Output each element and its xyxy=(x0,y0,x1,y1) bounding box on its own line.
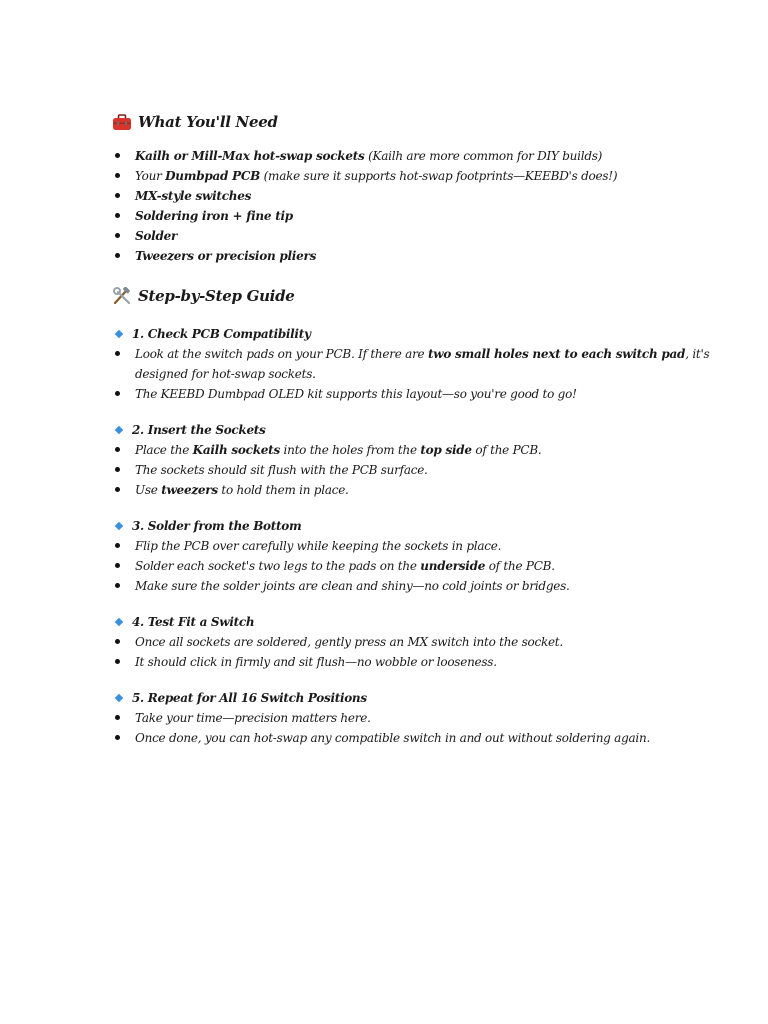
section-heading-step-by-step-guide xyxy=(112,282,712,310)
step-heading-4 xyxy=(112,612,712,632)
small-blue-diamond-icon xyxy=(115,522,123,530)
step-title: 3. Solder from the Bottom xyxy=(132,519,302,533)
step-title: 4. Test Fit a Switch xyxy=(132,615,255,629)
step-title: 2. Insert the Sockets xyxy=(132,423,266,437)
step-heading-5 xyxy=(112,688,712,708)
list-item: Look at the switch pads on your PCB. If there are two small holes next to each switch pad, it's designed for hot-swap sockets. xyxy=(112,344,712,384)
list-item: Use tweezers to hold them in place. xyxy=(112,480,712,500)
list-item: The KEEBD Dumbpad OLED kit supports this layout—so you're good to go! xyxy=(112,384,712,404)
needs-list xyxy=(112,146,712,266)
step-2-list xyxy=(112,440,712,500)
step-heading-2 xyxy=(112,420,712,440)
list-item: Solder each socket's two legs to the pads on the underside of the PCB. xyxy=(112,556,712,576)
step-3-list xyxy=(112,536,712,596)
list-item: MX-style switches xyxy=(112,186,712,206)
list-item: Your Dumbpad PCB (make sure it supports hot-swap footprints—KEEBD's does!) xyxy=(112,166,712,186)
step-1-list xyxy=(112,344,712,404)
hammer-wrench-icon xyxy=(112,287,132,305)
section-title: Step-by-Step Guide xyxy=(138,287,295,305)
toolbox-icon xyxy=(112,113,132,131)
small-blue-diamond-icon xyxy=(115,426,123,434)
list-item: Solder xyxy=(112,226,712,246)
step-4-list xyxy=(112,632,712,672)
list-item: Kailh or Mill-Max hot-swap sockets (Kailh are more common for DIY builds) xyxy=(112,146,712,166)
small-blue-diamond-icon xyxy=(115,694,123,702)
step-title: 1. Check PCB Compatibility xyxy=(132,327,311,341)
small-blue-diamond-icon xyxy=(115,618,123,626)
list-item: The sockets should sit flush with the PCB surface. xyxy=(112,460,712,480)
step-heading-3 xyxy=(112,516,712,536)
list-item: Tweezers or precision pliers xyxy=(112,246,712,266)
step-heading-1 xyxy=(112,324,712,344)
small-blue-diamond-icon xyxy=(115,330,123,338)
list-item: Flip the PCB over carefully while keeping the sockets in place. xyxy=(112,536,712,556)
list-item: Once done, you can hot-swap any compatible switch in and out without soldering again. xyxy=(112,728,712,748)
section-heading-what-youll-need xyxy=(112,108,712,136)
list-item: Make sure the solder joints are clean and shiny—no cold joints or bridges. xyxy=(112,576,712,596)
step-5-list xyxy=(112,708,712,748)
list-item: Soldering iron + fine tip xyxy=(112,206,712,226)
section-title: What You'll Need xyxy=(138,113,278,131)
list-item: It should click in firmly and sit flush—no wobble or looseness. xyxy=(112,652,712,672)
list-item: Once all sockets are soldered, gently press an MX switch into the socket. xyxy=(112,632,712,652)
step-title: 5. Repeat for All 16 Switch Positions xyxy=(132,691,367,705)
document xyxy=(112,108,712,748)
list-item: Place the Kailh sockets into the holes from the top side of the PCB. xyxy=(112,440,712,460)
list-item: Take your time—precision matters here. xyxy=(112,708,712,728)
